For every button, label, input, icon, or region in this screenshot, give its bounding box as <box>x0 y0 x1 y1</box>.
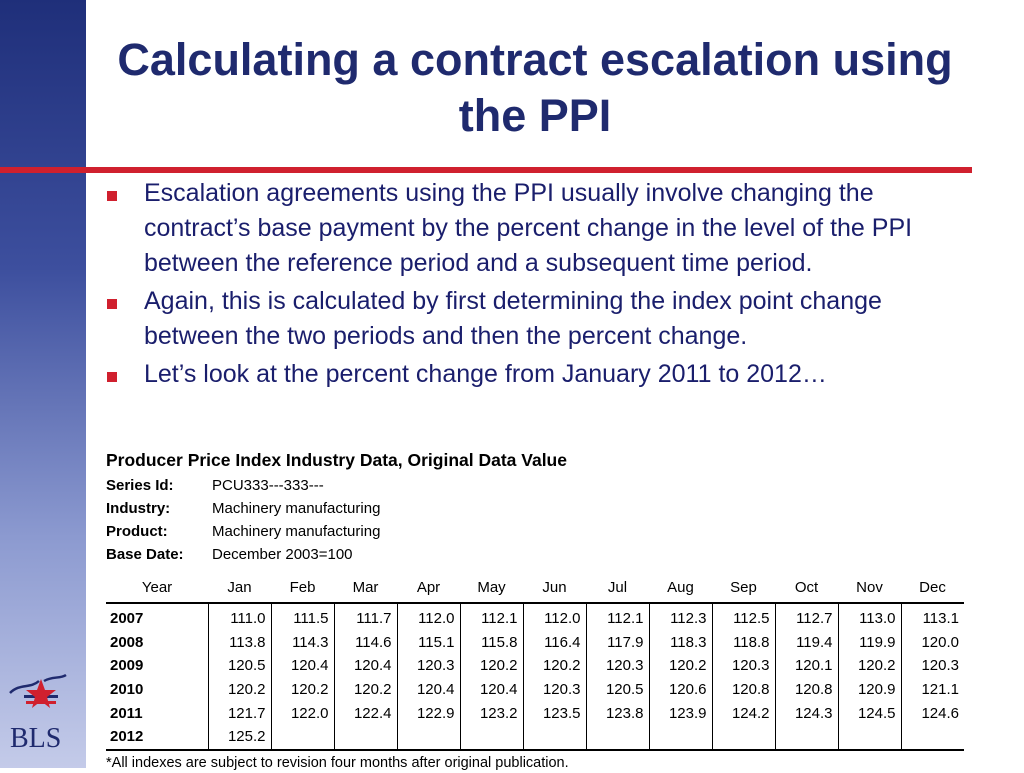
ppi-data-panel <box>106 448 964 773</box>
column-header-month: Aug <box>649 572 712 603</box>
index-value-cell: 125.2 <box>208 725 271 750</box>
meta-series-id <box>106 474 964 497</box>
index-value-cell <box>523 725 586 750</box>
meta-value: Machinery manufacturing <box>212 500 381 517</box>
bullet-list <box>104 176 954 395</box>
index-value-cell: 120.2 <box>460 654 523 678</box>
index-value-cell: 120.2 <box>649 654 712 678</box>
index-value-cell: 112.7 <box>775 603 838 631</box>
index-value-cell: 118.8 <box>712 631 775 655</box>
index-value-cell: 113.1 <box>901 603 964 631</box>
index-value-cell <box>649 725 712 750</box>
index-value-cell: 120.3 <box>586 654 649 678</box>
column-header-year: Year <box>106 572 208 603</box>
index-value-cell: 120.3 <box>901 654 964 678</box>
index-value-cell <box>901 725 964 750</box>
index-value-cell: 120.0 <box>901 631 964 655</box>
table-row <box>106 631 964 655</box>
index-value-cell: 122.0 <box>271 701 334 725</box>
meta-product <box>106 520 964 543</box>
column-header-month: Jun <box>523 572 586 603</box>
index-value-cell: 120.3 <box>712 654 775 678</box>
index-value-cell: 111.5 <box>271 603 334 631</box>
column-header-month: Sep <box>712 572 775 603</box>
index-value-cell <box>838 725 901 750</box>
index-value-cell: 112.1 <box>460 603 523 631</box>
index-value-cell: 120.1 <box>775 654 838 678</box>
index-value-cell: 124.6 <box>901 701 964 725</box>
index-value-cell: 111.7 <box>334 603 397 631</box>
index-value-cell: 112.0 <box>523 603 586 631</box>
meta-value: December 2003=100 <box>212 546 353 563</box>
index-value-cell: 120.2 <box>208 678 271 702</box>
index-value-cell: 124.5 <box>838 701 901 725</box>
index-value-cell: 118.3 <box>649 631 712 655</box>
index-value-cell: 120.9 <box>838 678 901 702</box>
bullet-text: Escalation agreements using the PPI usually involve changing the contract’s base payment by the percent change in the level of the PPI between the reference period and a subsequent time period. <box>144 179 913 277</box>
index-value-cell: 123.8 <box>586 701 649 725</box>
year-cell: 2010 <box>110 681 144 699</box>
index-value-cell: 119.4 <box>775 631 838 655</box>
column-header-month: Feb <box>271 572 334 603</box>
table-row <box>106 701 964 725</box>
index-value-cell: 115.8 <box>460 631 523 655</box>
column-header-month: Nov <box>838 572 901 603</box>
index-value-cell: 120.5 <box>208 654 271 678</box>
meta-base-date <box>106 543 964 566</box>
column-header-month: Oct <box>775 572 838 603</box>
column-header-month: Jul <box>586 572 649 603</box>
index-value-cell: 120.3 <box>523 678 586 702</box>
index-value-cell: 120.5 <box>586 678 649 702</box>
index-value-cell: 123.2 <box>460 701 523 725</box>
column-header-month: Mar <box>334 572 397 603</box>
column-header-month: May <box>460 572 523 603</box>
index-value-cell: 120.6 <box>649 678 712 702</box>
index-value-cell: 120.8 <box>712 678 775 702</box>
bls-logo-text: BLS <box>10 723 62 754</box>
ppi-table <box>106 572 964 751</box>
year-cell: 2012 <box>106 725 208 750</box>
bullet-text: Let’s look at the percent change from January 2011 to 2012… <box>144 360 827 388</box>
index-value-cell: 113.0 <box>838 603 901 631</box>
index-value-cell <box>271 725 334 750</box>
index-value-cell: 123.5 <box>523 701 586 725</box>
year-cell: 2009 <box>110 657 144 675</box>
index-value-cell: 124.2 <box>712 701 775 725</box>
index-value-cell: 115.1 <box>397 631 460 655</box>
index-value-cell: 122.9 <box>397 701 460 725</box>
meta-key: Industry: <box>106 500 171 517</box>
year-cell: 2011 <box>110 704 143 722</box>
index-value-cell: 112.5 <box>712 603 775 631</box>
index-value-cell: 119.9 <box>838 631 901 655</box>
index-value-cell <box>586 725 649 750</box>
ppi-panel-title: Producer Price Index Industry Data, Original Data Value <box>106 450 567 470</box>
table-header-row <box>106 572 964 603</box>
index-value-cell: 114.6 <box>334 631 397 655</box>
index-value-cell <box>775 725 838 750</box>
meta-key: Base Date: <box>106 546 184 563</box>
index-value-cell <box>397 725 460 750</box>
table-row <box>106 654 964 678</box>
index-value-cell: 111.0 <box>208 603 271 631</box>
index-value-cell: 124.3 <box>775 701 838 725</box>
bullet-item <box>104 357 954 392</box>
index-value-cell <box>712 725 775 750</box>
index-value-cell: 121.1 <box>901 678 964 702</box>
index-value-cell: 120.4 <box>334 654 397 678</box>
index-value-cell: 121.7 <box>208 701 271 725</box>
index-value-cell: 112.1 <box>586 603 649 631</box>
index-value-cell: 120.4 <box>397 678 460 702</box>
year-cell: 2007 <box>110 610 144 628</box>
index-value-cell: 120.8 <box>775 678 838 702</box>
meta-key: Series Id: <box>106 477 174 494</box>
table-row <box>106 603 964 631</box>
index-value-cell <box>460 725 523 750</box>
index-value-cell: 120.2 <box>271 678 334 702</box>
index-value-cell: 120.2 <box>838 654 901 678</box>
index-value-cell: 114.3 <box>271 631 334 655</box>
bullet-item <box>104 176 954 281</box>
index-value-cell: 120.3 <box>397 654 460 678</box>
column-header-month: Dec <box>901 572 964 603</box>
bullet-item <box>104 284 954 354</box>
index-value-cell: 122.4 <box>334 701 397 725</box>
index-value-cell: 120.4 <box>271 654 334 678</box>
column-header-month: Apr <box>397 572 460 603</box>
table-row <box>106 725 964 750</box>
index-value-cell: 116.4 <box>523 631 586 655</box>
index-value-cell: 120.2 <box>334 678 397 702</box>
title-divider <box>0 167 972 173</box>
left-gradient-bar <box>0 0 86 768</box>
index-value-cell: 120.2 <box>523 654 586 678</box>
table-row <box>106 678 964 702</box>
index-value-cell: 112.0 <box>397 603 460 631</box>
column-header-month: Jan <box>208 572 271 603</box>
bullet-square-icon <box>107 372 117 382</box>
meta-value: Machinery manufacturing <box>212 523 381 540</box>
index-value-cell: 112.3 <box>649 603 712 631</box>
index-value-cell: 117.9 <box>586 631 649 655</box>
slide-title: Calculating a contract escalation using the PPI <box>117 34 953 141</box>
meta-value: PCU333---333--- <box>212 477 324 494</box>
table-body <box>106 603 964 750</box>
bullet-text: Again, this is calculated by first determining the index point change between the two periods and then the percent change. <box>144 287 882 350</box>
bullet-square-icon <box>107 299 117 309</box>
index-value-cell: 113.8 <box>208 631 271 655</box>
index-value-cell: 120.4 <box>460 678 523 702</box>
meta-industry <box>106 497 964 520</box>
index-value-cell <box>334 725 397 750</box>
meta-key: Product: <box>106 523 168 540</box>
table-footnote: *All indexes are subject to revision four months after original publication. <box>106 754 569 771</box>
bullet-square-icon <box>107 191 117 201</box>
index-value-cell: 123.9 <box>649 701 712 725</box>
year-cell: 2008 <box>110 633 144 651</box>
